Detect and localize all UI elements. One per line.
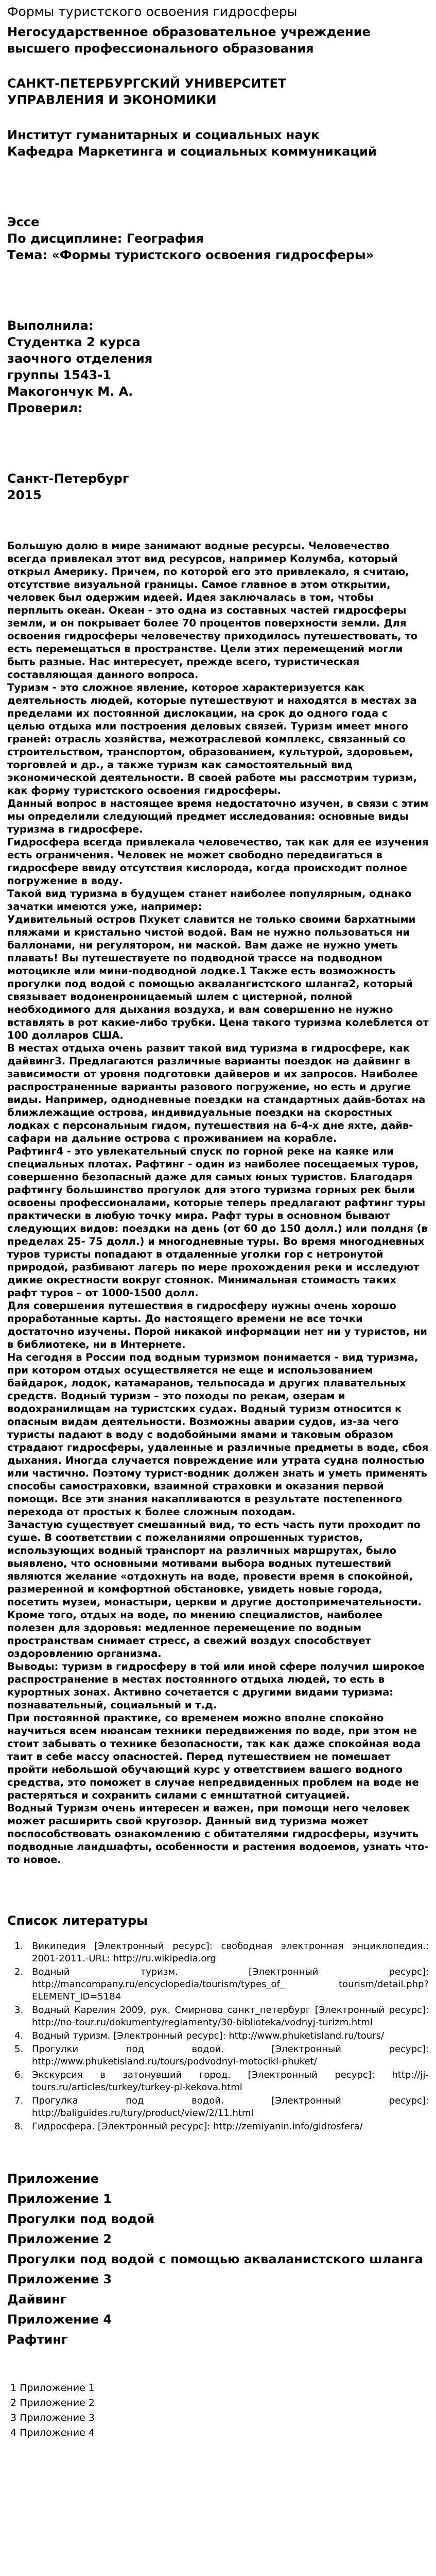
appendix-list [7, 2169, 429, 2350]
body-paragraph: В местах отдыха очень развит такой вид туризма в гидросфере, как дайвинг3. Предлагаются различные варианты поездок на дайвинг в зависимости от уровня подготовки дайверов и их запросов. Наиболее распространенные варианты разового погружение, но есть и другие виды. Например, однодневные поездки на стандартных дайв-ботах на ближлежащие острова, индивидуальные поездки на скоростных лодках с персональным гидом, путешествия на 6-4-x дне яхте, дайв-сафари на дальние острова с проживанием на корабле. [7, 1042, 426, 1144]
university-name [7, 75, 429, 108]
author-line: Студентка 2 курса [7, 335, 141, 349]
source-item [7, 2030, 429, 2042]
appendix-item: Приложение 3 [7, 2272, 112, 2286]
faculty-line: Кафедра Маркетинга и социальных коммуникаций [7, 144, 377, 159]
institution-line: Негосударственное образовательное учреждение [7, 25, 371, 39]
institution-header [7, 24, 429, 57]
source-number: 8. [14, 2121, 24, 2132]
year: 2015 [7, 488, 42, 502]
source-text: Экскурсия в затонувший город. [Электронный ресурс]: http://jj-tours.ru/articles/turkey/turkey-pl-kekova.html [32, 2070, 429, 2093]
author-line: Проверил: [7, 401, 83, 415]
author-line: Выполнила: [7, 318, 94, 333]
author-line: заочного отделения [7, 351, 153, 366]
appendix-heading: Приложение [7, 2172, 99, 2186]
faculty-block [7, 127, 429, 160]
appendix-item: Приложение 1 [7, 2192, 112, 2206]
source-number: 3. [14, 2005, 24, 2015]
place-year [7, 470, 429, 503]
author-info [7, 317, 429, 416]
body-paragraph: При постоянной практике, со временем можно вполне спокойно научиться всем нюансам техники передвижения по воде, при этом не стоит забывать о технике безопасности, так как даже спокойная вода таит в себе массу опасностей. Перед путешествием не помешает пройти небольшой обучающий курс у ответствием вашего водного средства, это поможет в случае непредвиденных проблем на воде не растеряться и сохранить силами с емнштатной ситуацией. [7, 1712, 421, 1801]
body-paragraph: Водный Туризм очень интересен и важен, при помощи него человек может расширить свой кругозор. Данный вид туризма может поспособствовать ознакомлению с обитателями гидросферы, изучить подводные ландшафты, особенности и растения водоемов, узнать что-то новое. [7, 1802, 429, 1866]
appendix-item: Рафтинг [7, 2332, 68, 2347]
appendix-item: Прогулки под водой с помощью акваланистского шланга [7, 2252, 423, 2266]
source-item [7, 2043, 429, 2068]
source-number: 2. [14, 1967, 24, 1977]
sources-title: Список литературы [7, 1913, 148, 1928]
footnote-item: 4 Приложение 4 [10, 2427, 95, 2438]
source-text: Водный Карелия 2009, рук. Смирнова санкт_петербург [Электронный ресурс]: http://no-tour.ru/dokumenty/reglamenty/30-biblioteka/vodnyj-turizm.html [32, 2005, 429, 2028]
source-item [7, 2121, 429, 2133]
appendix-item: Дайвинг [7, 2292, 67, 2307]
faculty-line: Институт гуманитарных и социальных наук [7, 128, 320, 142]
source-item [7, 1940, 429, 1965]
institution-line: высшего профессионального образования [7, 41, 314, 56]
body-paragraph: Выводы: туризм в гидросферу в той или иной сфере получил широкое распространение в местах постоянного отдыха людей, то есть в курортных зонах. Активно сочетается с другими видами туризма: познавательный, социальный и т.д. [7, 1660, 425, 1711]
document-title: Формы туристского освоения гидросферы [7, 4, 298, 19]
source-text: Прогулка под водой. [Электронный ресурс]: http://baliguides.ru/tury/product/view/2/11.html [32, 2095, 429, 2119]
university-line: УПРАВЛЕНИЯ И ЭКОНОМИКИ [7, 93, 217, 107]
source-item [7, 2069, 429, 2094]
source-text: Водный туризм. [Электронный ресурс]: http://www.phuketisland.ru/tours/ [32, 2030, 385, 2041]
essay-info [7, 214, 429, 263]
essay-discipline: По дисциплине: География [7, 231, 204, 246]
source-text: Водный туризм. [Электронный ресурс]: http://mancompany.ru/encyclopedia/tourism/types_of_ tourism/detail.php?ELEMENT_ID=5184 [32, 1967, 429, 2002]
city: Санкт-Петербург [7, 471, 129, 486]
body-paragraph: Такой вид туризма в будущем станет наиболее популярным, однако зачатки имеются уже, например: [7, 888, 412, 912]
author-line: группы 1543-1 [7, 368, 112, 382]
footnote-item: 1 Приложение 1 [10, 2382, 95, 2394]
appendix-item: Прогулки под водой [7, 2212, 155, 2226]
source-number: 4. [14, 2030, 24, 2041]
author-line: Макогончук М. А. [7, 384, 133, 399]
body-paragraph: На сегодня в России под водным туризмом понимается - вид туризма, при котором отдых осуществляется не еще и использованием байдарок, лодок, катамаранов, тельпосада и других плавательных средств. Водный туризм – это походы по рекам, озерам и водохранилищам на туристских судах. Водный туризм относится к опасным видам деятельности. Возможны аварии судов, из-за чего туристы падают в воду с водобойными ямами и таковым образом страдают гидросферы, удаленные и различные предметы в воде, сбоя дыхания. Иногда случается повреждение или утрата судна полностью или частично. Поэтому турист-водник должен знать и уметь применять способы самостраховки, взаимной страховки и оказания первой помощи. Все эти знания накапливаются в результате постепенного перехода от простых к более сложным походам. [7, 1351, 429, 1518]
body-paragraph: Данный вопрос в настоящее время недостаточно изучен, в связи с этим мы определили следующий предмет исследования: основные виды туризма в гидросфере. [7, 798, 429, 835]
source-text: Википедия [Электронный ресурс]: свободная электронная энциклопедия.: 2001-2011.-URL: http://ru.wikipedia.org [32, 1941, 429, 1964]
source-number: 6. [14, 2070, 24, 2080]
footnote-item: 3 Приложение 3 [10, 2412, 95, 2424]
appendix-item: Приложение 4 [7, 2312, 112, 2327]
sources-list [7, 1940, 429, 2133]
appendix-item: Приложение 2 [7, 2232, 112, 2246]
body-paragraph: Рафтинг4 - это увлекательный спуск по горной реке на каяке или специальных плотах. Рафтинг - один из наиболее посещаемых туров, совершенно безопасный даже для самых юных туристов. Благодаря рафтингу большинство прогулок для этого туризма горных рек были освоены профессионалами, которые теперь предлагают рафтинг туры практически в любую точку мира. Рафт туры в основном бывают следующих видов: поездки на день (от 60 до 150 долл.) или полдня (в пределах 25- 75 долл.) и многодневные туры. Во время многодневных туров туристы попадают в отдаленные уголки гор с нетронутой природой, разбивают лагерь по мере прохождения реки и исследуют дикие окрестности вокруг стоянок. Минимальная стоимость таких рафт туров – от 1000-1500 долл. [7, 1145, 428, 1299]
essay-body [7, 539, 429, 1866]
footnote-list [7, 2381, 429, 2441]
university-line: САНКТ-ПЕТЕРБУРГСКИЙ УНИВЕРСИТЕТ [7, 76, 287, 91]
source-number: 5. [14, 2044, 24, 2055]
body-paragraph: Большую долю в мире занимают водные ресурсы. Человечество всегда привлекал этот вид ресурсов, например Колумба, который открыл Америку. Причем, по которой его это привлекало, я считаю, отсутствие визуальной границы. Самое главное в этом открытии, человек был одержим идеей. Идея заключалась в том, чтобы перплыть океан. Океан - это одна из составных частей гидросферы земли, и он покрывает более 70 процентов поверхности земли. Для освоения гидросферы человечеству приходилось путешествовать, то есть перемещаться в пространстве. Цели этих перемещений могли быть разные. Нас интересует, прежде всего, туристическая составляющая данного вопроса. [7, 540, 418, 681]
source-number: 1. [14, 1941, 24, 1952]
body-paragraph: Для совершения путешествия в гидросферу нужны очень хорошо проработанные карты. До настоящего времени не все точки достаточно изучены. Порой никакой информации нет ни у туристов, ни в библиотеке, ни в Интернете. [7, 1300, 427, 1350]
source-item [7, 1966, 429, 2003]
source-text: Гидросфера. [Электронный ресурс]: http://zemiyanin.info/gidrosfera/ [32, 2121, 363, 2132]
body-paragraph: Зачастую существует смешанный вид, то есть часть пути проходит по суше. В соответствии с пожеланиями опрошенных туристов, использующих водный транспорт на различных маршрутах, было выявлено, что основными мотивами выбора водных путешествий являются желание «отдохнуть на воде, провести время в спокойной, размеренной и комфортной обстановке, увидеть новые города, посетить музеи, монастыри, церкви и другие достопримечательности. Кроме того, отдых на воде, по мнению специалистов, наиболее полезен для здоровья: медленное перемещение по водным пространствам снимает стресс, а свежий воздух способствует оздоровлению организма. [7, 1519, 422, 1659]
source-item [7, 2095, 429, 2120]
body-paragraph: Гидросфера всегда привлекала человечество, так как для ее изучения есть ограничения. Человек не может свободно передвигаться в гидросфере ввиду отсутствия кислорода, когда происходит полное погружение в воду. [7, 836, 429, 887]
source-number: 7. [14, 2095, 24, 2106]
essay-topic: Тема: «Формы туристского освоения гидросферы» [7, 248, 374, 262]
source-item [7, 2004, 429, 2029]
footnote-item: 2 Приложение 2 [10, 2397, 95, 2409]
source-text: Прогулки под водой. [Электронный ресурс]: http://www.phuketisland.ru/tours/podvodnyi-motocikl-phuket/ [32, 2044, 429, 2067]
body-paragraph: Туризм - это сложное явление, которое характеризуется как деятельность людей, которые путешествуют и находятся в местах за пределами их постоянной дислокации, на срок до одного года с целью отдыха или построения деловых связей. Туризм имеет много граней: отрасль хозяйства, межотраслевой комплекс, связанный со строительством, транспортом, образованием, культурой, здоровьем, торговлей и др., а также туризм как самостоятельный вид экономической деятельности. В своей работе мы рассмотрим туризм, как форму туристского освоения гидросферы. [7, 682, 417, 796]
body-paragraph: Удивительный остров Пхукет славится не только своими бархатными пляжами и кристально чистой водой. Вам не нужно пользоваться ни баллонами, ни регулятором, ни маской. Вам даже не нужно уметь плавать! Вы путешествуете по подводной трассе на подводном мотоцикле или мини-подводной лодке.1 Также есть возможность прогулки под водой с помощью аквалангистского шлангa2, который связывает водоненроницаемый шлем с цистерной, полной необходимого для дыхания воздуха, и вам совершенно не нужно вставлять в рот какие-либо трубки. Цена такого туризма колеблется от 100 долларов США. [7, 913, 429, 1041]
essay-type: Эссе [7, 215, 40, 229]
